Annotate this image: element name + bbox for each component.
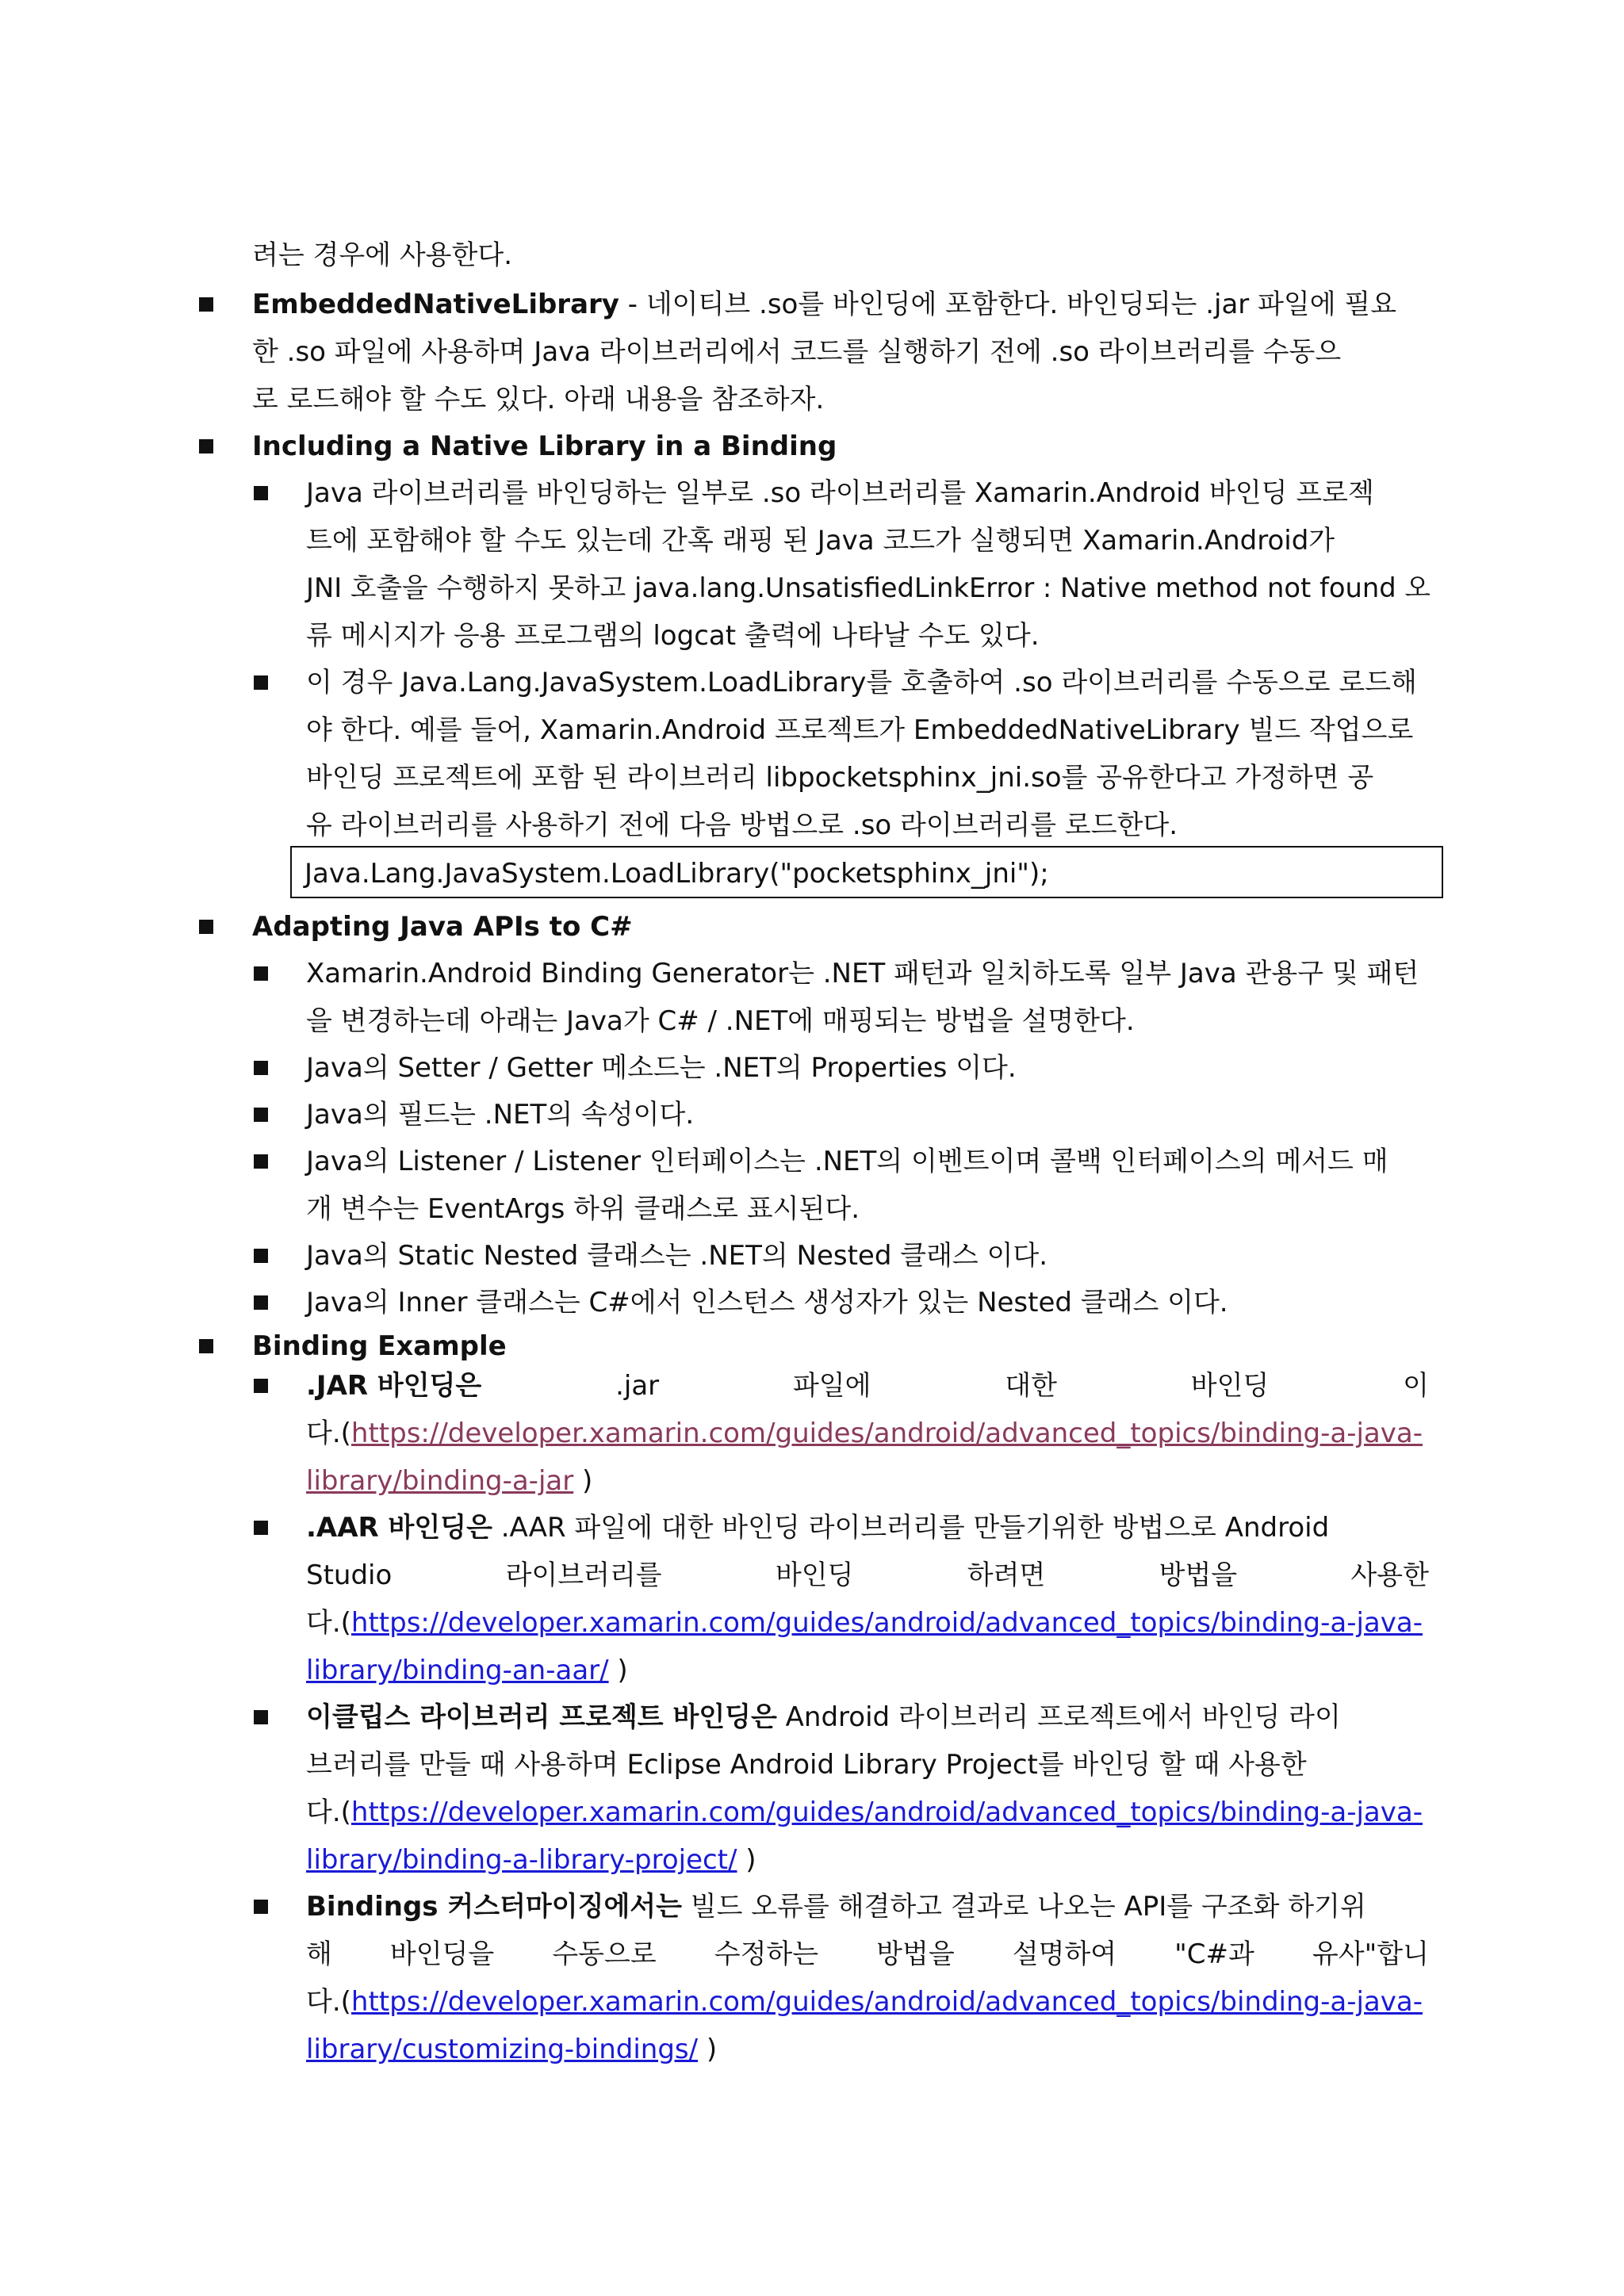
bullet-square-icon [254, 486, 268, 500]
word: 해 [306, 1938, 332, 1970]
code-box [290, 846, 1443, 898]
aar-link-line [306, 1599, 1423, 1647]
bullet-square-icon [254, 966, 268, 981]
aar-link-line [306, 1647, 628, 1694]
jar-binding-link-continued[interactable]: library/binding-a-jar [306, 1465, 574, 1497]
bullet-square-icon [254, 675, 268, 690]
paragraph-line: Xamarin.Android Binding Generator는 .NET 패턴과 일치하도록 일부 Java 관용구 및 패턴 [306, 958, 1419, 989]
jar-binding-link[interactable]: https://developer.xamarin.com/guides/android/advanced_topics/binding-a-java- [350, 1418, 1423, 1449]
word: 바인딩 [1190, 1370, 1270, 1402]
paragraph-line: 야 한다. 예를 들어, Xamarin.Android 프로젝트가 EmbeddedNativeLibrary 빌드 작업으로 [306, 714, 1414, 746]
custom-binding-link[interactable]: https://developer.xamarin.com/guides/android/advanced_topics/binding-a-java- [350, 1986, 1423, 2018]
paragraph-line: 개 변수는 EventArgs 하위 클래스로 표시된다. [306, 1193, 860, 1225]
bullet-square-icon [254, 1108, 268, 1122]
paragraph-line: 류 메시지가 응용 프로그램의 logcat 출력에 나타날 수도 있다. [306, 620, 1040, 652]
text: ) [608, 1655, 628, 1686]
word: 방법을 [876, 1938, 955, 1970]
word: 바인딩 [775, 1559, 854, 1591]
bullet-square-icon [254, 1295, 268, 1310]
word: 유사"합니 [1312, 1938, 1429, 1970]
paragraph-line: 려는 경우에 사용한다. [252, 239, 513, 271]
term-jar-binding: .JAR 바인딩은 [306, 1370, 482, 1402]
paragraph-line: Java의 필드는 .NET의 속성이다. [306, 1099, 695, 1131]
custom-link-line [306, 1978, 1423, 2026]
bullet-square-icon [254, 1710, 268, 1724]
eclipse-binding-link-continued[interactable]: library/binding-a-library-project/ [306, 1844, 737, 1876]
custom-binding-line [306, 1931, 1429, 1978]
custom-binding-link-continued[interactable]: library/customizing-bindings/ [306, 2034, 699, 2065]
paragraph-line: 로 로드해야 할 수도 있다. 아래 내용을 참조하자. [252, 384, 825, 415]
word: 설명하여 [1012, 1938, 1117, 1970]
text: 다.( [306, 1418, 351, 1449]
bullet-square-icon [254, 1900, 268, 1914]
word: 수정하는 [714, 1938, 819, 1970]
bullet-square-icon [254, 1249, 268, 1263]
word: 이 [1403, 1370, 1429, 1402]
eclipse-binding-line [306, 1693, 1341, 1741]
text: 다.( [306, 1797, 351, 1828]
paragraph-line: Java 라이브러리를 바인딩하는 일부로 .so 라이브러리를 Xamarin.Android 바인딩 프로젝 [306, 477, 1374, 509]
bullet-square-icon [199, 439, 213, 453]
paragraph-line: 바인딩 프로젝트에 포함 된 라이브러리 libpocketsphinx_jni.so를 공유한다고 가정하면 공 [306, 762, 1374, 794]
word: .jar [615, 1370, 660, 1402]
word: 바인딩을 [389, 1938, 495, 1970]
paragraph-line: 브러리를 만들 때 사용하며 Eclipse Android Library Project를 바인딩 할 때 사용한 [306, 1749, 1307, 1781]
word: 수동으로 [552, 1938, 657, 1970]
word: Studio [306, 1559, 393, 1591]
aar-binding-link-continued[interactable]: library/binding-an-aar/ [306, 1655, 609, 1686]
aar-binding-line [306, 1504, 1329, 1552]
text: ) [698, 2034, 718, 2065]
word: 사용한 [1350, 1559, 1429, 1591]
paragraph-text: .AAR 파일에 대한 바인딩 라이브러리를 만들기위한 방법으로 Android [492, 1512, 1330, 1544]
aar-binding-link[interactable]: https://developer.xamarin.com/guides/android/advanced_topics/binding-a-java- [350, 1607, 1423, 1639]
word: 하려면 [967, 1559, 1046, 1591]
eclipse-binding-link[interactable]: https://developer.xamarin.com/guides/android/advanced_topics/binding-a-java- [350, 1797, 1423, 1828]
paragraph-line: Java의 Inner 클래스는 C#에서 인스턴스 생성자가 있는 Nested 클래스 이다. [306, 1287, 1228, 1318]
bullet-square-icon [254, 1061, 268, 1075]
jar-link-line [306, 1410, 1423, 1457]
paragraph-line: 을 변경하는데 아래는 Java가 C# / .NET에 매핑되는 방법을 설명한다. [306, 1005, 1135, 1037]
eclipse-link-line [306, 1836, 756, 1884]
bullet-square-icon [254, 1521, 268, 1535]
paragraph-line: 트에 포함해야 할 수도 있는데 간혹 래핑 된 Java 코드가 실행되면 Xamarin.Android가 [306, 525, 1335, 557]
aar-binding-line [306, 1552, 1429, 1599]
word: 라이브러리를 [505, 1559, 662, 1591]
term-aar-binding: .AAR 바인딩은 [306, 1512, 492, 1544]
word: 방법을 [1159, 1559, 1238, 1591]
paragraph-line: JNI 호출을 수행하지 못하고 java.lang.UnsatisfiedLinkError : Native method not found 오 [306, 572, 1431, 604]
word: "C#과 [1174, 1938, 1254, 1970]
paragraph-line: 유 라이브러리를 사용하기 전에 다음 방법으로 .so 라이브러리를 로드한다. [306, 809, 1178, 841]
word: 대한 [1005, 1370, 1057, 1402]
code-snippet: Java.Lang.JavaSystem.LoadLibrary("pocketsphinx_jni"); [304, 858, 1049, 890]
eclipse-link-line [306, 1789, 1423, 1836]
word: 파일에 [792, 1370, 871, 1402]
bullet-square-icon [254, 1379, 268, 1393]
paragraph-text: 빌드 오류를 해결하고 결과로 나오는 API를 구조화 하기위 [681, 1891, 1366, 1923]
text: ) [573, 1465, 593, 1497]
paragraph-line: Java의 Setter / Getter 메소드는 .NET의 Properties 이다. [306, 1052, 1017, 1084]
bullet-square-icon [199, 1339, 213, 1353]
term-eclipse-library-binding: 이클립스 라이브러리 프로젝트 바인딩은 [306, 1701, 777, 1733]
bullet-square-icon [254, 1154, 268, 1169]
term-embedded-native-library: EmbeddedNativeLibrary [252, 289, 619, 320]
section-heading-binding-example: Binding Example [252, 1330, 507, 1362]
section-heading-adapting-java-apis: Adapting Java APIs to C# [252, 911, 633, 943]
bullet-square-icon [199, 920, 213, 934]
paragraph-line: Java의 Listener / Listener 인터페이스는 .NET의 이벤트이며 콜백 인터페이스의 메서드 매 [306, 1146, 1388, 1177]
term-customizing-bindings: Bindings 커스터마이징에서는 [306, 1891, 682, 1923]
custom-link-line [306, 2026, 717, 2073]
paragraph-line: 이 경우 Java.Lang.JavaSystem.LoadLibrary를 호출하여 .so 라이브러리를 수동으로 로드해 [306, 667, 1417, 698]
paragraph-line: 한 .so 파일에 사용하며 Java 라이브러리에서 코드를 실행하기 전에 .so 라이브러리를 수동으 [252, 336, 1342, 368]
text: 다.( [306, 1986, 351, 2018]
custom-binding-line [306, 1883, 1366, 1931]
bullet-square-icon [199, 297, 213, 312]
jar-binding-line [306, 1362, 1429, 1410]
text: ) [737, 1844, 756, 1876]
jar-link-line [306, 1457, 592, 1505]
paragraph-text: - 네이티브 .so를 바인딩에 포함한다. 바인딩되는 .jar 파일에 필요 [619, 289, 1397, 320]
embedded-native-library-item [252, 281, 1396, 328]
text: 다.( [306, 1607, 351, 1639]
paragraph-line: Java의 Static Nested 클래스는 .NET의 Nested 클래스 이다. [306, 1240, 1048, 1272]
section-heading-including-native-library: Including a Native Library in a Binding [252, 430, 837, 462]
paragraph-text: Android 라이브러리 프로젝트에서 바인딩 라이 [776, 1701, 1341, 1733]
